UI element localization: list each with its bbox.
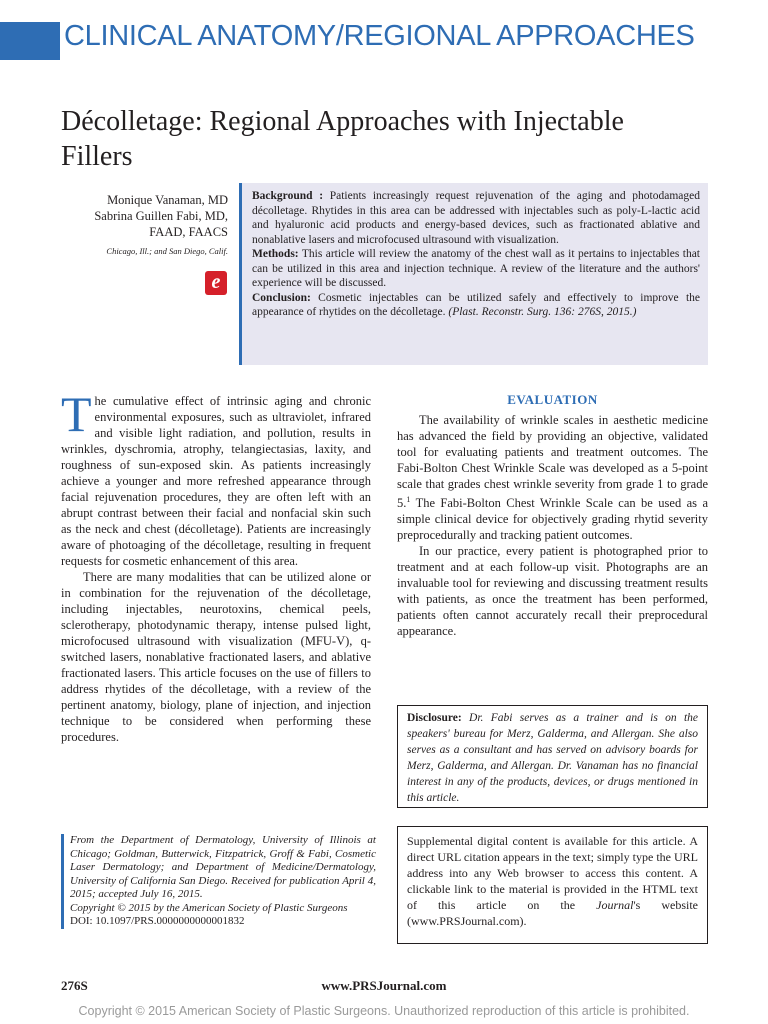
body-column-right [397,392,708,639]
methods-text: This article will review the anatomy of the chest wall as it pertains to injectables that can be utilized in this area and injection technique. A review of the literature and the authors' experience will be discussed. [252,248,700,289]
copyright-footer: Copyright © 2015 American Society of Plastic Surgeons. Unauthorized reproduction of this article is prohibited. [78,1004,690,1018]
supplemental-text-end: 's website (www.PRSJournal.com). [407,898,698,928]
journal-website-link[interactable]: www.PRSJournal.com [321,978,447,993]
section-heading: CLINICAL ANATOMY/REGIONAL APPROACHES [64,20,695,52]
conclusion-label: Conclusion: [252,291,311,304]
disclosure-label: Disclosure: [407,712,462,724]
supplemental-box [397,826,708,944]
author-affiliation: Chicago, Ill.; and San Diego, Calif. [106,246,228,256]
electronic-content-icon[interactable]: e [205,271,227,295]
evaluation-heading: EVALUATION [507,392,598,407]
photography-paragraph: In our practice, every patient is photographed prior to treatment and at each follow-up visit. Photographs are an invaluable tool for reviewing and discussing treatment results with patients, as once the treatment has been performed, patients often cannot accurately recall their preprocedural appearance. [397,544,708,639]
evaluation-paragraph [397,412,708,543]
section-color-tab [0,22,60,60]
intro-text: he cumulative effect of intrinsic aging and chronic environmental exposures, such as ultraviolet, infrared and visible light radiation, and pollution, results in wrinkles, dyschromia, atrophy, telangiectasias, laxity, and roughness of sun-exposed skin. As patients increasingly achieve a younger and more refreshed appearance through facial rejuvenation procedures, they are often left with an abrupt contrast between their facial and nonfacial skin such as the neck and chest (décolletage). Patients are increasingly aware of photoaging of the décolletage, resulting in frequent requests for cosmetic enhancement of this area. [61,394,371,568]
body-column-left [61,386,371,745]
modalities-paragraph: There are many modalities that can be utilized alone or in combination for the rejuvenation of the décolletage, including injectables, neurotoxins, chemical peels, sclerotherapy, photodynamic therapy, intense pulsed light, microfocused ultrasound with visualization (MFU-V), q-switched lasers, nonablative fractionated lasers, and ablative fractionated lasers. This article focuses on the use of fillers to address rhytides of the décolletage, with a review of the pertinent anatomy, biology, plane of injection, and injection technique to be considered when performing these procedures. [61,570,371,744]
evaluation-text-cont: The Fabi-Bolton Chest Wrinkle Scale can be used as a simple clinical device for objectively grading rhytid severity preprocedurally and tracking patient outcomes. [397,496,708,543]
disclosure-box [397,705,708,808]
abstract-background [252,189,700,247]
copyright-note: Copyright © 2015 by the American Society of Plastic Surgeons [70,901,348,914]
author-line: FAAD, FAACS [149,225,228,239]
intro-paragraph [61,386,371,569]
journal-name: Journal [596,898,634,912]
disclosure-text: Dr. Fabi serves as a trainer and is on the speakers' bureau for Merz, Galderma, and Allergan. She also serves as a consultant and has served on advisory boards for Merz, Galderma, and Allergan. Dr. Vanaman has no financial interest in any of the products, devices, or drugs mentioned in this article. [407,712,699,804]
methods-label: Methods: [252,248,299,260]
article-title: Décolletage: Regional Approaches with Injectable Fillers [61,106,624,172]
author-line: Monique Vanaman, MD [107,193,228,207]
article-footnote [61,834,376,929]
abstract-conclusion [252,291,700,320]
conclusion-text: Cosmetic injectables can be utilized safely and effectively to improve the appearance of rhytides on the décolletage. [252,291,700,318]
evaluation-text: The availability of wrinkle scales in aesthetic medicine has advanced the field by providing an objective, validated tool for evaluating patients and treatment outcomes. The Fabi-Bolton Chest Wrinkle Scale was developed as a 5-point scale that grades chest wrinkle severity from grade 1 to grade 5. [397,413,708,511]
background-text: Patients increasingly request rejuvenation of the aging and photodamaged décolletage. Rhytides in this area can be addressed with injectables such as poly-L-lactic acid and hyaluronic acid products and energy-based devices, such as fractionated ablative and nonablative lasers and microfocused ultrasound with visualization. [252,190,700,246]
author-line: Sabrina Guillen Fabi, MD, [94,209,228,223]
reference-link[interactable]: 1 [406,495,411,504]
supplemental-text: Supplemental digital content is available for this article. A direct URL citation appears in the text; simply type the URL address into any Web browser to access this content. A clickable link to the material is provided in the HTML text of this article on the [407,834,698,912]
background-label: Background : [252,190,324,202]
doi-link[interactable]: DOI: 10.1097/PRS.0000000000001832 [70,915,245,927]
abstract-methods [252,247,700,291]
abstract-box [239,183,708,365]
affiliation-note: From the Department of Dermatology, University of Illinois at Chicago; Goldman, Butterwick, Fitzpatrick, Groff & Fabi, Cosmetic Laser Dermatology; and Department of Medicine/Dermatology, University of California San Diego. Received for publication April 4, 2015; accepted July 16, 2015. [70,834,376,900]
citation: (Plast. Reconstr. Surg. 136: 276S, 2015.) [448,306,637,318]
page-number: 276S [61,978,88,993]
author-list [60,192,228,240]
drop-cap: T [61,386,92,442]
